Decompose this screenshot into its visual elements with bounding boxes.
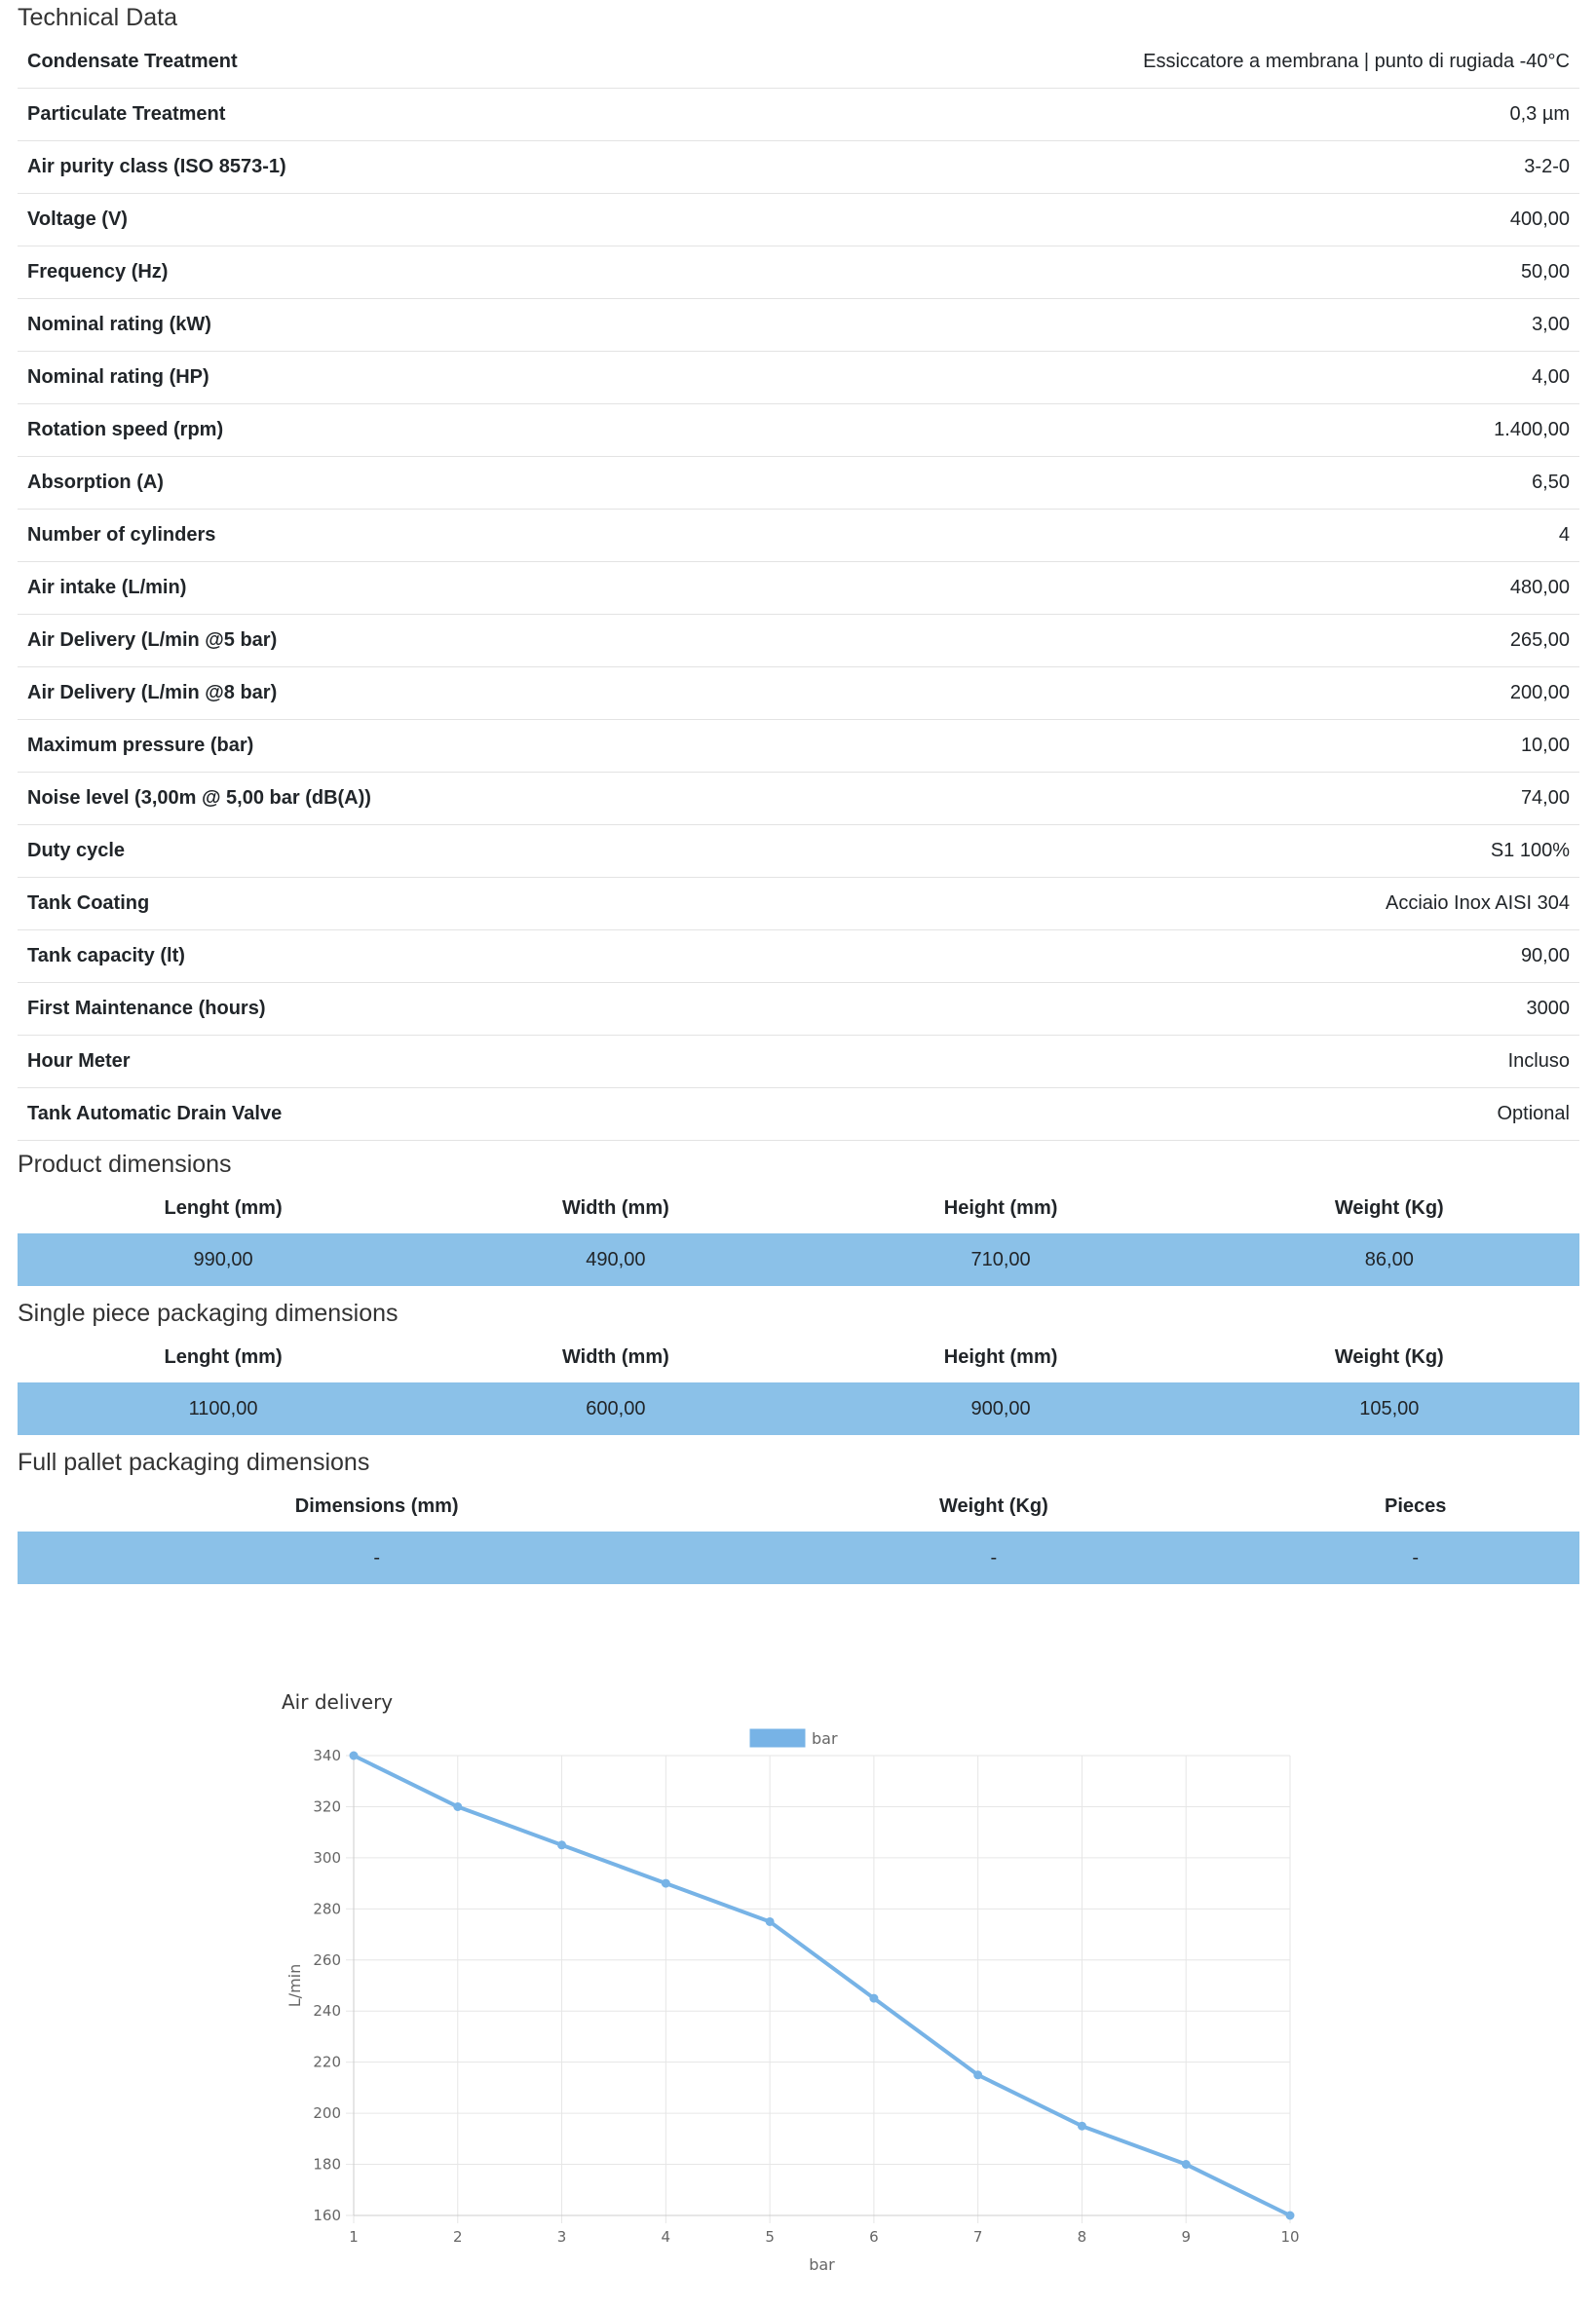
spec-value: Incluso — [719, 1036, 1579, 1088]
single-pack-value: 600,00 — [429, 1382, 802, 1435]
legend-label: bar — [812, 1729, 838, 1748]
chart-title: Air delivery — [282, 1690, 394, 1714]
spec-value: 74,00 — [719, 773, 1579, 825]
single-pack-value: 105,00 — [1199, 1382, 1579, 1435]
single-pack-header: Lenght (mm) — [164, 1345, 283, 1368]
single-pack-value: 900,00 — [803, 1382, 1199, 1435]
y-tick-label: 320 — [313, 1797, 341, 1816]
x-tick-label: 10 — [1280, 2228, 1300, 2246]
y-tick-label: 340 — [313, 1747, 341, 1764]
spec-label: Hour Meter — [18, 1036, 719, 1088]
x-tick-label: 2 — [453, 2228, 463, 2246]
data-point — [1078, 2122, 1085, 2130]
spec-label: Duty cycle — [18, 825, 719, 878]
y-tick-label: 180 — [313, 2155, 341, 2174]
x-tick-label: 5 — [765, 2228, 775, 2246]
single-pack-header: Weight (Kg) — [1334, 1345, 1444, 1368]
data-point — [662, 1879, 669, 1887]
pallet-header: Pieces — [1384, 1495, 1447, 1517]
x-tick-label: 3 — [556, 2228, 567, 2246]
spec-label: Maximum pressure (bar) — [18, 720, 719, 773]
product-dim-header: Height (mm) — [943, 1196, 1058, 1219]
y-axis-label: L/min — [285, 1963, 304, 2008]
spec-label: Frequency (Hz) — [18, 246, 719, 299]
y-tick-label: 300 — [313, 1848, 341, 1867]
spec-label: Number of cylinders — [18, 510, 719, 562]
x-tick-label: 9 — [1181, 2228, 1191, 2246]
spec-value: 10,00 — [719, 720, 1579, 773]
single-pack-value: 1100,00 — [18, 1382, 429, 1435]
data-point — [454, 1802, 462, 1810]
product-dim-value: 710,00 — [803, 1233, 1199, 1286]
single-pack-header: Height (mm) — [943, 1345, 1058, 1368]
spec-value: 90,00 — [719, 930, 1579, 983]
spec-value: 3000 — [719, 983, 1579, 1036]
pallet-header: Weight (Kg) — [938, 1495, 1048, 1517]
spec-label: Air purity class (ISO 8573-1) — [18, 141, 719, 194]
pallet-value: - — [736, 1532, 1251, 1584]
spec-label: Voltage (V) — [18, 194, 719, 246]
pallet-value: - — [1251, 1532, 1579, 1584]
pallet-value: - — [18, 1532, 736, 1584]
spec-value: 3-2-0 — [719, 141, 1579, 194]
spec-label: Nominal rating (HP) — [18, 352, 719, 404]
y-tick-label: 280 — [313, 1900, 341, 1918]
product-dim-header: Lenght (mm) — [164, 1196, 283, 1219]
spec-label: Tank Automatic Drain Valve — [18, 1088, 719, 1141]
product-dimensions-title: Product dimensions — [18, 1151, 232, 1178]
x-tick-label: 7 — [972, 2228, 983, 2246]
spec-value: 0,3 µm — [719, 89, 1579, 141]
spec-label: Rotation speed (rpm) — [18, 404, 719, 457]
spec-value: 4,00 — [719, 352, 1579, 404]
single-pack-header: Width (mm) — [561, 1345, 669, 1368]
spec-value: 265,00 — [719, 615, 1579, 667]
spec-label: Air Delivery (L/min @5 bar) — [18, 615, 719, 667]
legend-swatch — [750, 1729, 805, 1747]
spec-label: Tank Coating — [18, 878, 719, 930]
spec-value: S1 100% — [719, 825, 1579, 878]
spec-value: 480,00 — [719, 562, 1579, 615]
spec-value: 6,50 — [719, 457, 1579, 510]
x-axis-label: bar — [809, 2255, 835, 2274]
spec-label: Tank capacity (lt) — [18, 930, 719, 983]
product-dim-header: Weight (Kg) — [1334, 1196, 1444, 1219]
spec-value: 4 — [719, 510, 1579, 562]
x-tick-label: 1 — [349, 2228, 359, 2246]
y-tick-label: 240 — [313, 2002, 341, 2021]
x-tick-label: 4 — [661, 2228, 671, 2246]
technical-data-title: Technical Data — [18, 4, 177, 31]
data-point — [558, 1841, 566, 1849]
spec-value: Optional — [719, 1088, 1579, 1141]
spec-label: Particulate Treatment — [18, 89, 719, 141]
pallet-header: Dimensions (mm) — [294, 1495, 459, 1517]
data-point — [766, 1917, 774, 1925]
spec-label: Noise level (3,00m @ 5,00 bar (dB(A)) — [18, 773, 719, 825]
data-point — [350, 1752, 358, 1759]
spec-value: Acciaio Inox AISI 304 — [719, 878, 1579, 930]
spec-label: Condensate Treatment — [18, 36, 719, 89]
pallet-packaging-title: Full pallet packaging dimensions — [18, 1449, 370, 1476]
spec-label: Air Delivery (L/min @8 bar) — [18, 667, 719, 720]
product-dim-value: 86,00 — [1199, 1233, 1579, 1286]
spec-value: Essiccatore a membrana | punto di rugiada -40°C — [719, 36, 1579, 89]
data-point — [870, 1994, 878, 2002]
spec-label: Nominal rating (kW) — [18, 299, 719, 352]
spec-label: First Maintenance (hours) — [18, 983, 719, 1036]
series-line-bar — [354, 1756, 1290, 2215]
data-point — [974, 2071, 982, 2079]
spec-label: Absorption (A) — [18, 457, 719, 510]
data-point — [1182, 2161, 1190, 2169]
x-tick-label: 6 — [869, 2228, 879, 2246]
spec-value: 400,00 — [719, 194, 1579, 246]
spec-value: 3,00 — [719, 299, 1579, 352]
spec-value: 200,00 — [719, 667, 1579, 720]
x-tick-label: 8 — [1077, 2228, 1087, 2246]
y-tick-label: 220 — [313, 2053, 341, 2071]
spec-value: 1.400,00 — [719, 404, 1579, 457]
product-dim-value: 990,00 — [18, 1233, 429, 1286]
spec-value: 50,00 — [719, 246, 1579, 299]
y-tick-label: 260 — [313, 1950, 341, 1969]
product-dim-value: 490,00 — [429, 1233, 802, 1286]
y-tick-label: 200 — [313, 2104, 341, 2123]
y-tick-label: 160 — [313, 2207, 341, 2224]
spec-label: Air intake (L/min) — [18, 562, 719, 615]
product-dim-header: Width (mm) — [561, 1196, 669, 1219]
data-point — [1286, 2212, 1294, 2219]
single-packaging-title: Single piece packaging dimensions — [18, 1300, 399, 1327]
